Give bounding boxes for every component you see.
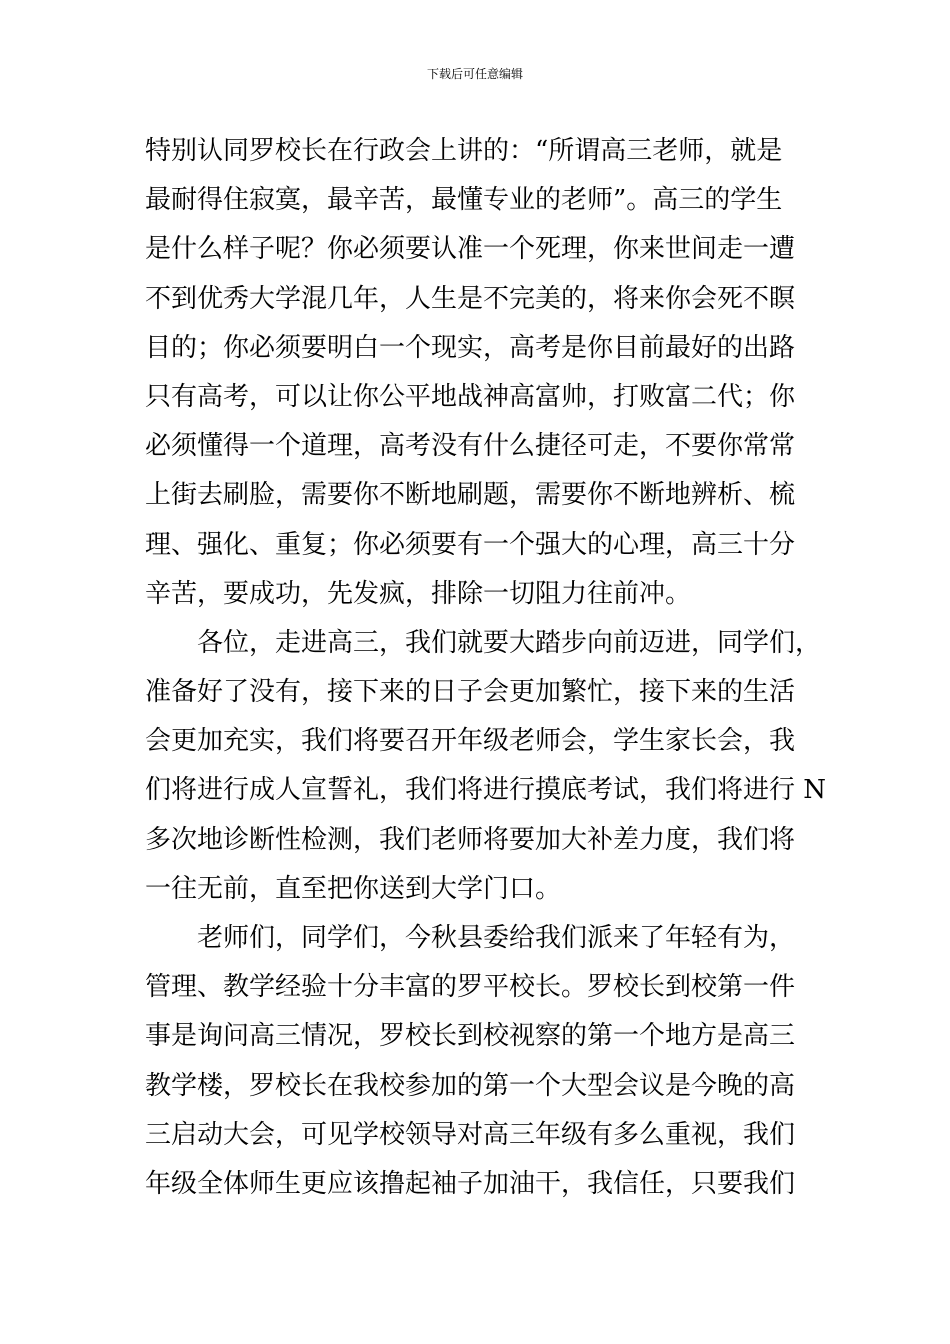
text-line: 上街去刷脸，需要你不断地刷题，需要你不断地辨析、梳 [145, 480, 796, 511]
text-line: 们将进行成人宣誓礼，我们将进行摸底考试，我们将进行 N [145, 775, 827, 806]
text-line: 教学楼，罗校长在我校参加的第一个大型会议是今晚的高 [145, 1070, 796, 1101]
text-line: 理、强化、重复；你必须要有一个强大的心理，高三十分 [145, 529, 796, 560]
text-line: 管理、教学经验十分丰富的罗平校长。罗校长到校第一件 [145, 972, 796, 1003]
text-line: 辛苦，要成功，先发疯，排除一切阻力往前冲。 [145, 578, 692, 609]
text-line: 必须懂得一个道理，高考没有什么捷径可走，不要你常常 [145, 431, 796, 462]
body-text [145, 127, 827, 1209]
text-line: 目的；你必须要明白一个现实，高考是你目前最好的出路 [145, 332, 796, 363]
text-line: 一往无前，直至把你送到大学门口。 [145, 873, 562, 904]
paragraph-start-line: 老师们，同学们，今秋县委给我们派来了年轻有为， [197, 923, 796, 953]
paragraph-start-line: 各位，走进高三，我们就要大踏步向前迈进，同学们， [197, 627, 822, 658]
text-line: 最耐得住寂寞，最辛苦，最懂专业的老师”。高三的学生 [145, 185, 783, 216]
text-line: 不到优秀大学混几年，人生是不完美的，将来你会死不瞑 [145, 283, 796, 314]
text-line: 多次地诊断性检测，我们老师将要加大补差力度，我们将 [145, 824, 796, 855]
text-line: 准备好了没有，接下来的日子会更加繁忙，接下来的生活 [145, 677, 796, 708]
text-line: 是什么样子呢？你必须要认准一个死理，你来世间走一遭 [145, 234, 796, 265]
text-line: 年级全体师生更应该撸起袖子加油干，我信任，只要我们 [145, 1168, 796, 1199]
text-line: 会更加充实，我们将要召开年级老师会，学生家长会，我 [145, 726, 796, 757]
page-header: 下载后可任意编辑 [426, 67, 523, 81]
text-line: 特别认同罗校长在行政会上讲的：“所谓高三老师，就是 [145, 136, 783, 166]
text-line: 事是询问高三情况，罗校长到校视察的第一个地方是高三 [145, 1021, 796, 1052]
text-line: 三启动大会，可见学校领导对高三年级有多么重视，我们 [145, 1119, 796, 1150]
text-line: 只有高考，可以让你公平地战神高富帅，打败富二代；你 [145, 381, 796, 412]
